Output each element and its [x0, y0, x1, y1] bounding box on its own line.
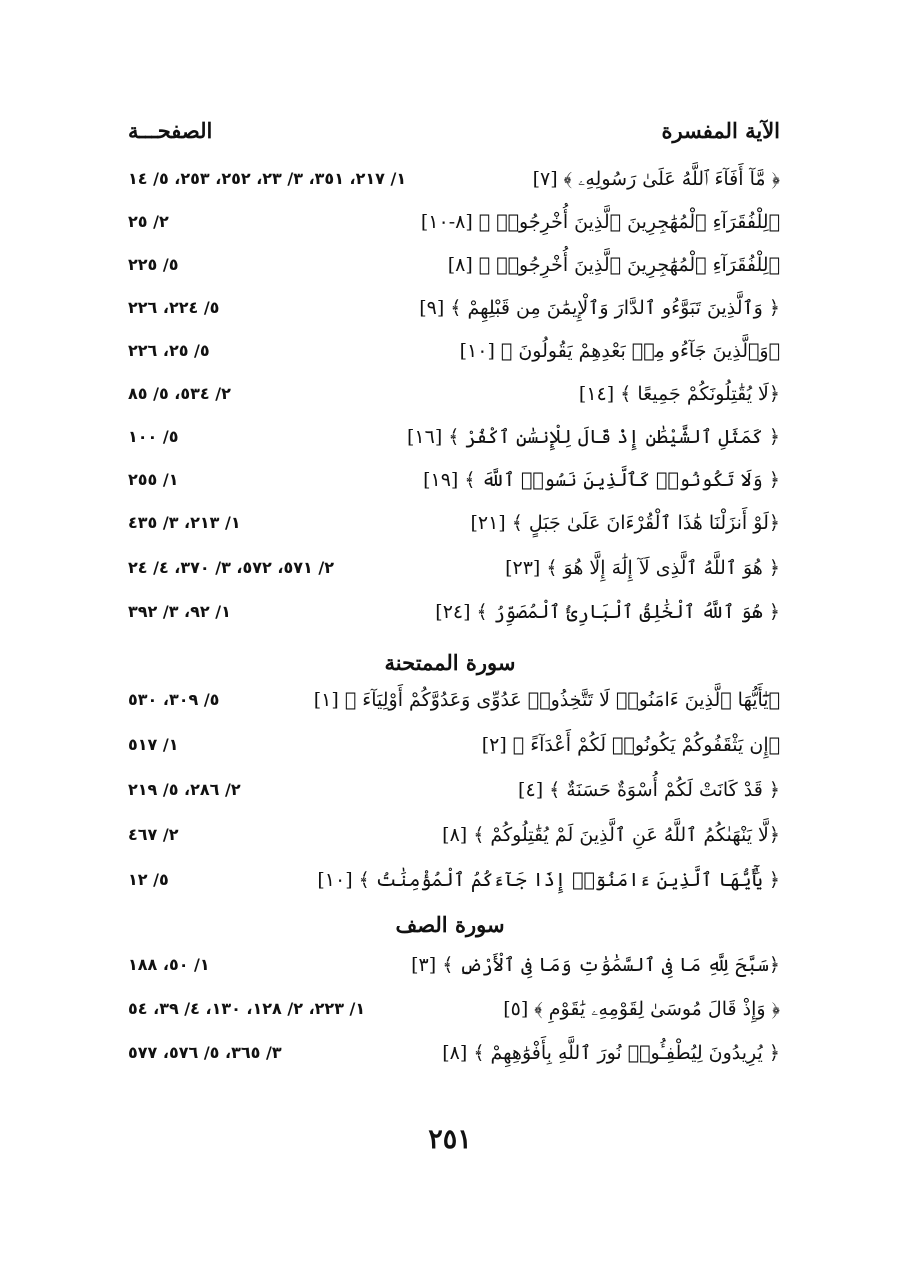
index-row [120, 250, 780, 290]
index-row [120, 465, 780, 505]
index-row [120, 685, 780, 725]
page-references: ٢/ ٤٦٧ [128, 825, 179, 844]
page-references: ٥/ ٢٢٤، ٢٢٦ [128, 298, 220, 317]
verse-text: ﴿ وَإِذْ قَالَ مُوسَىٰ لِقَوْمِهِۦ يَٰقَوْمِ ﴾ [٥] [503, 998, 780, 1020]
page-references: ١/ ٥١٧ [128, 735, 179, 754]
page-references: ٢/ ٢٥ [128, 212, 169, 231]
index-row [120, 994, 780, 1034]
index-row [120, 597, 780, 637]
index-row [120, 293, 780, 333]
verse-text: ﴿ هُوَ ٱللَّهُ ٱلَّذِى لَآ إِلَٰهَ إِلَّا هُوَ ﴾ [٢٣] [505, 557, 780, 579]
index-row [120, 336, 780, 376]
verse-text: ﴿ وَلَا تَكُونُوا۟ كَٱلَّذِينَ نَسُوا۟ ٱللَّهَ ﴾ [١٩] [423, 469, 780, 491]
verse-text: ﴿لَّا يَنْهَىٰكُمُ ٱللَّهُ عَنِ ٱلَّذِينَ لَمْ يُقَٰتِلُوكُمْ ﴾ [٨] [442, 824, 780, 846]
verse-text: ﴿ هُوَ ٱللَّهُ ٱلْخَٰلِقُ ٱلْبَارِئُ ٱلْمُصَوِّرُ ﴾ [٢٤] [435, 601, 780, 623]
page-references: ٢/ ٥٣٤، ٥/ ٨٥ [128, 384, 231, 403]
verse-text: ﴿يَٰٓأَيُّهَا ٱلَّذِينَ ءَامَنُوا۟ لَا تَتَّخِذُوا۟ عَدُوِّى وَعَدُوَّكُمْ أَوْلِيَآءَ ﴾ [١] [313, 689, 780, 711]
verse-text: ﴿لَوْ أَنزَلْنَا هَٰذَا ٱلْقُرْءَانَ عَلَىٰ جَبَلٍ ﴾ [٢١] [470, 512, 780, 534]
verse-text: ﴿ كَمَثَلِ ٱلشَّيْطَٰنِ إِذْ قَالَ لِلْإِنسَٰنِ ٱكْفُرْ ﴾ [١٦] [406, 426, 780, 448]
index-row [120, 207, 780, 247]
verse-text: ﴿سَبَّحَ لِلَّهِ مَا فِى ٱلسَّمَٰوَٰتِ وَمَا فِى ٱلْأَرْضِ ﴾ [٣] [411, 954, 780, 976]
page-references: ١/ ٢١٧، ٣٥١، ٣/ ٢٣، ٢٥٢، ٢٥٣، ٥/ ١٤ [128, 169, 407, 188]
index-row [120, 379, 780, 419]
page-references: ٥/ ١٢ [128, 870, 169, 889]
index-row [120, 508, 780, 548]
page-references: ١/ ٢٢٣، ٢/ ١٢٨، ١٣٠، ٤/ ٣٩، ٥٤ [128, 999, 366, 1018]
page-references: ٢/ ٢٨٦، ٥/ ٢١٩ [128, 780, 241, 799]
surah-title: سورة الممتحنة [384, 650, 516, 675]
page-references: ١/ ٢١٣، ٣/ ٤٣٥ [128, 513, 241, 532]
index-row [120, 1038, 780, 1078]
page-references: ١/ ٥٠، ١٨٨ [128, 955, 210, 974]
index-row [120, 164, 780, 204]
table-header [120, 118, 780, 152]
index-row [120, 553, 780, 593]
index-row [120, 775, 780, 815]
index-row [120, 950, 780, 990]
index-row [120, 422, 780, 462]
verse-text: ﴿لَا يُقَٰتِلُونَكُمْ جَمِيعًا ﴾ [١٤] [578, 383, 780, 405]
verse-text: ﴿ قَدْ كَانَتْ لَكُمْ أُسْوَةٌ حَسَنَةٌ ﴾ [٤] [518, 779, 780, 801]
verse-text: ﴿وَٱلَّذِينَ جَآءُو مِنۢ بَعْدِهِمْ يَقُولُونَ ﴾ [١٠] [459, 340, 780, 362]
page-references: ٥/ ١٠٠ [128, 427, 179, 446]
index-row [120, 730, 780, 770]
page-references: ١/ ٩٢، ٣/ ٣٩٢ [128, 602, 231, 621]
verse-text: ﴿إِن يَثْقَفُوكُمْ يَكُونُوا۟ لَكُمْ أَعْدَآءً ﴾ [٢] [481, 734, 780, 756]
index-row [120, 865, 780, 905]
verse-column-heading: الآية المفسرة [661, 118, 780, 143]
page-number: ٢٥١ [428, 1124, 472, 1155]
index-row [120, 820, 780, 860]
page-references: ٥/ ٣٠٩، ٥٣٠ [128, 690, 220, 709]
verse-text: ﴿لِلْفُقَرَآءِ ٱلْمُهَٰجِرِينَ ٱلَّذِينَ أُخْرِجُوا۟ ﴾ [٨-١٠] [420, 211, 780, 233]
verse-text: ﴿لِلْفُقَرَآءِ ٱلْمُهَٰجِرِينَ ٱلَّذِينَ أُخْرِجُوا۟ ﴾ [٨] [447, 254, 780, 276]
surah-title: سورة الصف [395, 912, 505, 937]
page-column-heading: الصفحـــة [128, 118, 213, 143]
page-references: ٣/ ٣٦٥، ٥/ ٥٧٦، ٥٧٧ [128, 1043, 282, 1062]
page-references: ٥/ ٢٥، ٢٢٦ [128, 341, 210, 360]
page-references: ٥/ ٢٢٥ [128, 255, 179, 274]
verse-text: ﴿ يُرِيدُونَ لِيُطْفِـُٔوا۟ نُورَ ٱللَّهِ بِأَفْوَٰهِهِمْ ﴾ [٨] [442, 1042, 780, 1064]
verse-text: ﴿ مَّآ أَفَآءَ ٱللَّهُ عَلَىٰ رَسُولِهِۦ ﴾ [٧] [532, 168, 780, 190]
verse-text: ﴿ يَٰٓأَيُّهَا ٱلَّذِينَ ءَامَنُوٓا۟ إِذَا جَآءَكُمُ ٱلْمُؤْمِنَٰتُ ﴾ [١٠] [317, 869, 780, 891]
page-references: ٢/ ٥٧١، ٥٧٢، ٣/ ٣٧٠، ٤/ ٢٤ [128, 558, 334, 577]
page-references: ١/ ٢٥٥ [128, 470, 179, 489]
verse-text: ﴿ وَٱلَّذِينَ تَبَوَّءُو ٱلدَّارَ وَٱلْإِيمَٰنَ مِن قَبْلِهِمْ ﴾ [٩] [419, 297, 780, 319]
